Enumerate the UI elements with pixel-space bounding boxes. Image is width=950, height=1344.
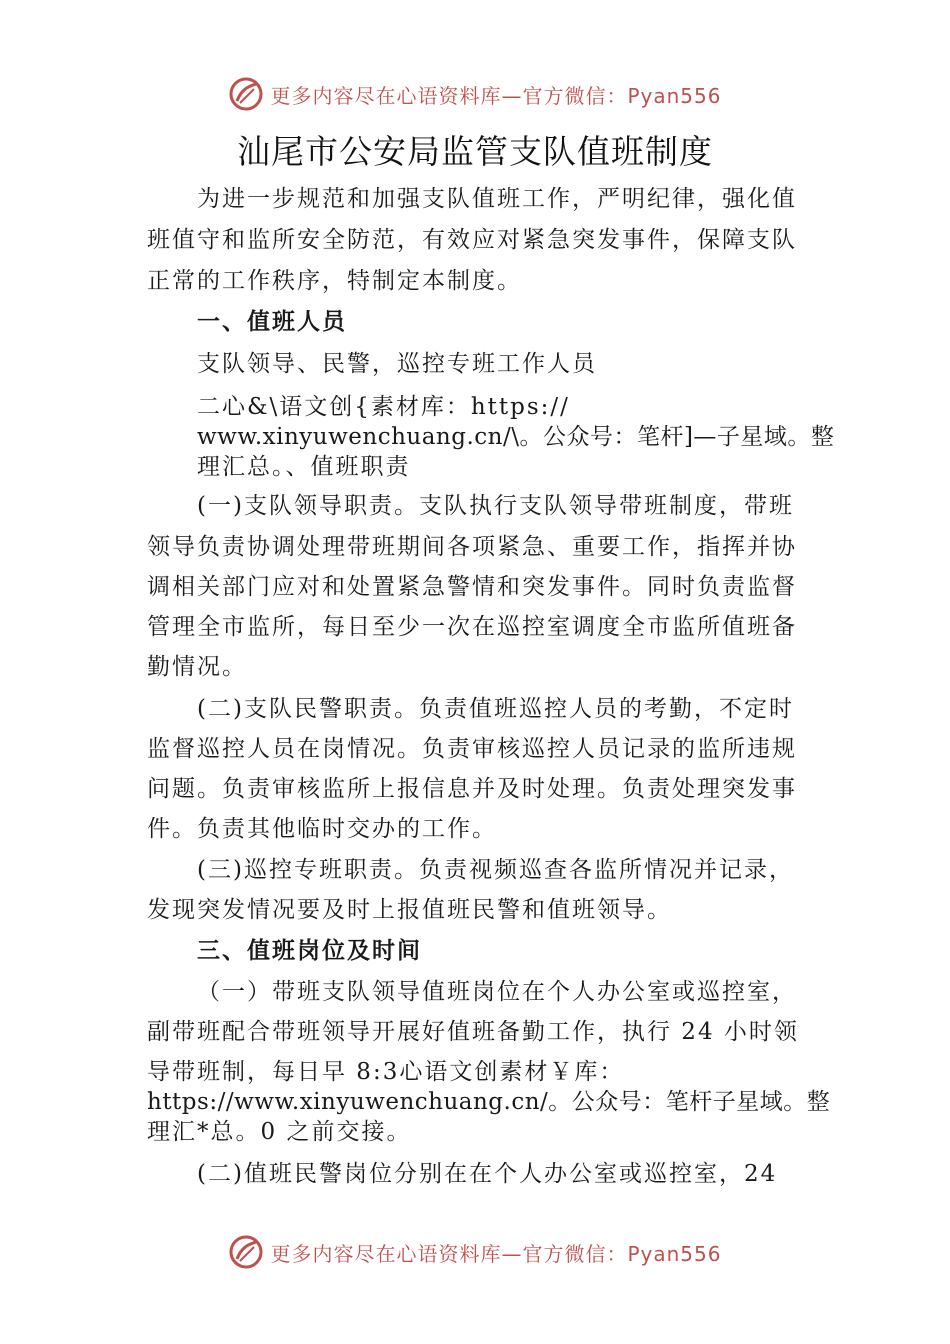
brand-logo-icon bbox=[228, 1234, 264, 1270]
body-line: 正常的工作秩序，特制定本制度。 bbox=[147, 268, 522, 294]
body-line: (一)支队领导职责。支队执行支队领导带班制度，带班 bbox=[197, 493, 794, 519]
body-line: 勤情况。 bbox=[147, 654, 247, 680]
body-line: 发现突发情况要及时上报值班民警和值班领导。 bbox=[147, 897, 672, 923]
body-line: (二)支队民警职责。负责值班巡控人员的考勤，不定时 bbox=[197, 696, 794, 722]
body-line: 问题。负责审核监所上报信息并及时处理。负责处理突发事 bbox=[147, 776, 797, 802]
section-heading: 一、值班人员 bbox=[197, 308, 347, 335]
body-line: https://www.xinyuwenchuang.cn/。公众号：笔杆子星域。整 bbox=[147, 1089, 831, 1115]
document-title: 汕尾市公安局监管支队值班制度 bbox=[237, 132, 713, 171]
body-line: 二心&\语文创{素材库：https:// bbox=[197, 394, 570, 420]
watermark-banner-top bbox=[0, 74, 950, 114]
body-line: 调相关部门应对和处置紧急警情和突发事件。同时负责监督 bbox=[147, 574, 797, 600]
body-line: 导带班制，每日早 8:3心语文创素材￥库： bbox=[147, 1059, 625, 1085]
body-line: 领导负责协调处理带班期间各项紧急、重要工作，指挥并协 bbox=[147, 534, 797, 560]
body-line: www.xinyuwenchuang.cn/\。公众号：笔杆]—子星域。整 bbox=[197, 424, 835, 450]
body-line: (三)巡控专班职责。负责视频巡查各监所情况并记录， bbox=[197, 857, 794, 883]
watermark-banner-bottom bbox=[0, 1232, 950, 1272]
body-line: 班值守和监所安全防范，有效应对紧急突发事件，保障支队 bbox=[147, 227, 797, 253]
brand-logo-icon bbox=[228, 76, 264, 112]
body-line: (二)值班民警岗位分别在在个人办公室或巡控室，24 bbox=[197, 1161, 778, 1187]
body-line: 理汇总。、值班职责 bbox=[197, 454, 411, 480]
body-line: 监督巡控人员在岗情况。负责审核巡控人员记录的监所违规 bbox=[147, 736, 797, 762]
body-line: 件。负责其他临时交办的工作。 bbox=[147, 816, 497, 842]
body-line: 支队领导、民警，巡控专班工作人员 bbox=[197, 351, 597, 377]
body-line: （一）带班支队领导值班岗位在个人办公室或巡控室， bbox=[197, 979, 797, 1005]
section-heading: 三、值班岗位及时间 bbox=[197, 937, 422, 964]
watermark-text: 更多内容尽在心语资料库—官方微信：Pyan556 bbox=[270, 83, 722, 108]
body-line: 为进一步规范和加强支队值班工作，严明纪律，强化值 bbox=[197, 186, 797, 212]
body-line: 理汇*总。0 之前交接。 bbox=[147, 1119, 412, 1145]
body-line: 副带班配合带班领导开展好值班备勤工作，执行 24 小时领 bbox=[147, 1019, 799, 1045]
body-line: 管理全市监所，每日至少一次在巡控室调度全市监所值班备 bbox=[147, 614, 797, 640]
watermark-text: 更多内容尽在心语资料库—官方微信：Pyan556 bbox=[270, 1241, 722, 1266]
